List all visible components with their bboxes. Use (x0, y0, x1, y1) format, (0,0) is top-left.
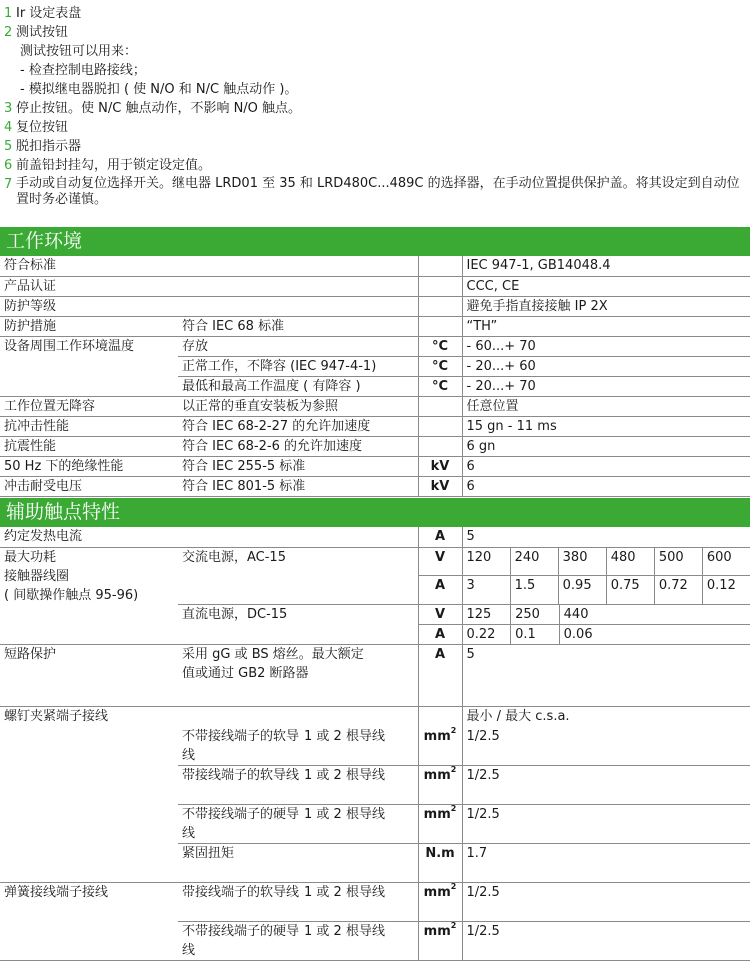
note-subline: 测试按钮可以用来： (20, 44, 138, 59)
rating-cell: 600 (706, 549, 732, 565)
wire-type: 不带接线端子的硬导线 (182, 924, 300, 958)
unit-cell: mm (423, 728, 451, 744)
table-row (0, 256, 750, 276)
table-row (0, 276, 750, 296)
param-label: 螺钉夹紧端子接线 (0, 707, 178, 883)
rating-cell: 3 (463, 576, 511, 604)
param-label: 工作位置无降容 (0, 396, 178, 416)
wire-count: 1 或 2 根导线 (304, 768, 385, 783)
param-condition: 符合 IEC 68-2-6 的允许加速度 (178, 436, 418, 456)
rating-cell: 500 (655, 548, 703, 576)
value-cell: IEC 947-1, GB14048.4 (462, 256, 750, 276)
param-label (0, 376, 178, 396)
wire-count: 1 或 2 根导线 (304, 728, 385, 744)
param-label: 最大功耗 (4, 549, 57, 565)
unit-superscript: 2 (450, 882, 457, 891)
value-cell: 任意位置 (462, 396, 750, 416)
value-cell: 6 gn (462, 436, 750, 456)
unit-cell (418, 416, 462, 436)
param-label: 短路保护 (0, 645, 178, 707)
unit-cell: mm (423, 807, 451, 822)
unit-cell (418, 256, 462, 276)
unit-cell (418, 436, 462, 456)
notes-list (4, 4, 746, 208)
note-item: 6 前盖铅封挂勾，用于锁定设定值。 (4, 158, 212, 173)
section-title-aux-contacts: 辅助触点特性 (0, 498, 750, 527)
unit-cell: kV (418, 456, 462, 476)
table-row (0, 376, 750, 396)
wire-count: 1 或 2 根导线 (304, 885, 385, 900)
param-label: 接触器线圈 (4, 568, 70, 584)
table-row (0, 605, 750, 625)
rating-cell: 125 (463, 605, 512, 624)
value-cell: 1.7 (462, 844, 750, 883)
rating-cell: 0.75 (607, 576, 655, 604)
unit-cell: kV (418, 476, 462, 496)
table-row (0, 336, 750, 356)
unit-cell: °C (418, 376, 462, 396)
param-condition: 符合 IEC 68-2-27 的允许加速度 (178, 416, 418, 436)
wire-count: 1 或 2 根导线 (304, 807, 385, 822)
unit-cell: A (418, 576, 462, 605)
rating-cell (607, 605, 655, 624)
note-item: 5 脱扣指示器 (4, 139, 82, 154)
rating-cell: 0.22 (463, 625, 512, 644)
param-label: 设备周围工作环境温度 (4, 338, 135, 354)
param-label: 产品认证 (0, 276, 178, 296)
rating-cell: 250 (511, 605, 560, 624)
param-condition: 符合 IEC 255-5 标准 (178, 456, 418, 476)
rating-cell: 0.72 (655, 576, 703, 604)
table-row (0, 883, 750, 922)
unit-superscript: 2 (450, 921, 457, 930)
value-cell: 1/2.5 (462, 727, 750, 766)
unit-cell: °C (418, 336, 462, 356)
value-cell: - 60...+ 70 (462, 336, 750, 356)
unit-cell: mm (423, 885, 451, 900)
unit-cell: V (418, 605, 462, 625)
unit-cell: A (418, 527, 462, 547)
rating-cell (655, 605, 703, 624)
unit-cell: mm (423, 924, 451, 939)
value-cell: 避免手指直接接触 IP 2X (462, 296, 750, 316)
unit-superscript: 2 (450, 726, 457, 735)
param-condition: 存放 (178, 336, 418, 356)
value-header: 最小 / 最大 c.s.a. (466, 709, 570, 724)
table-row (0, 645, 750, 707)
note-subline: - 模拟继电器脱扣 ( 使 N/O 和 N/C 触点动作 )。 (20, 82, 298, 97)
table-row (0, 296, 750, 316)
value-cell: 15 gn - 11 ms (462, 416, 750, 436)
rating-cell: 0.12 (706, 578, 736, 594)
param-condition: 交流电源，AC-15 (178, 547, 418, 605)
unit-cell (418, 276, 462, 296)
environment-table (0, 256, 750, 497)
param-condition: 最低和最高工作温度 ( 有降容 ) (178, 376, 418, 396)
unit-superscript: 2 (450, 765, 457, 774)
table-row (0, 547, 750, 576)
rating-cell: 440 (563, 607, 589, 622)
table-row (0, 416, 750, 436)
value-cell: 5 (462, 645, 750, 707)
rating-cell: 240 (511, 548, 559, 576)
unit-superscript: 2 (450, 804, 457, 813)
param-label: 抗冲击性能 (0, 416, 178, 436)
wire-type: 紧固扭矩 (182, 846, 235, 861)
param-label: ( 间歇操作触点 95-96) (4, 587, 139, 603)
unit-cell: N.m (425, 846, 455, 861)
table-row (0, 456, 750, 476)
table-row (0, 707, 750, 727)
wire-count (304, 844, 414, 863)
wire-type: 带接线端子的软导线 (182, 768, 300, 783)
param-condition: 符合 IEC 68 标准 (178, 316, 418, 336)
table-row (0, 436, 750, 456)
unit-cell (418, 316, 462, 336)
note-item: 1 Ir 设定表盘 (4, 6, 82, 21)
param-condition: 采用 gG 或 BS 熔丝。最大额定值或通过 GB2 断路器 (178, 645, 418, 707)
wire-type: 不带接线端子的软导线 (182, 728, 300, 763)
param-label: 50 Hz 下的绝缘性能 (0, 456, 178, 476)
value-cell: 1/2.5 (462, 766, 750, 805)
rating-cell: 0.06 (563, 627, 593, 642)
value-cell: 6 (462, 456, 750, 476)
note-subline: - 检查控制电路接线； (20, 63, 146, 78)
table-row (0, 316, 750, 336)
unit-cell (418, 396, 462, 416)
value-cell: - 20...+ 70 (462, 376, 750, 396)
value-cell: 1/2.5 (462, 883, 750, 922)
note-item: 2 测试按钮 (4, 25, 69, 40)
rating-cell: 380 (559, 548, 607, 576)
unit-cell: mm (423, 768, 451, 783)
wire-count: 1 或 2 根导线 (304, 924, 385, 939)
table-row (0, 527, 750, 547)
value-cell: - 20...+ 60 (462, 356, 750, 376)
value-cell: 5 (462, 527, 750, 547)
unit-cell: A (418, 625, 462, 645)
unit-cell: V (418, 547, 462, 576)
table-row (0, 356, 750, 376)
value-cell: 6 (462, 476, 750, 496)
note-item: 4 复位按钮 (4, 120, 69, 135)
wire-type: 带接线端子的软导线 (182, 885, 300, 900)
param-label: 弹簧接线端子接线 (0, 883, 178, 961)
wire-type: 不带接线端子的硬导线 (182, 807, 300, 841)
param-condition (178, 256, 418, 276)
note-item: 7 手动或自动复位选择开关。继电器 LRD01 至 35 和 LRD480C...489C 的选择器，在手动位置提供保护盖。将其设定到自动位置时务必谨慎。 (4, 176, 740, 207)
param-condition: 直流电源，DC-15 (178, 605, 418, 645)
rating-cell: 480 (607, 548, 655, 576)
param-condition (178, 276, 418, 296)
table-row (0, 396, 750, 416)
param-label (0, 356, 178, 376)
param-condition: 符合 IEC 801-5 标准 (178, 476, 418, 496)
rating-cell: 0.1 (511, 625, 560, 644)
param-label: 符合标准 (0, 256, 178, 276)
param-label: 防护等级 (0, 296, 178, 316)
section-title-environment: 工作环境 (0, 227, 750, 256)
param-condition: 正常工作，不降容 (IEC 947-4-1) (178, 356, 418, 376)
value-cell: 1/2.5 (462, 922, 750, 961)
aux-contacts-table (0, 527, 750, 961)
note-item: 3 停止按钮。使 N/C 触点动作，不影响 N/O 触点。 (4, 101, 302, 116)
unit-cell: °C (418, 356, 462, 376)
param-condition (178, 296, 418, 316)
rating-cell: 1.5 (511, 576, 559, 604)
param-label: 冲击耐受电压 (0, 476, 178, 496)
unit-cell: A (418, 645, 462, 707)
param-label: 抗震性能 (0, 436, 178, 456)
value-cell: CCC, CE (462, 276, 750, 296)
rating-cell (702, 625, 750, 644)
rating-cell: 0.95 (559, 576, 607, 604)
param-label: 防护措施 (0, 316, 178, 336)
unit-cell (418, 296, 462, 316)
table-row (0, 476, 750, 496)
param-label: 约定发热电流 (0, 527, 178, 547)
rating-cell (655, 625, 703, 644)
rating-cell (607, 625, 655, 644)
rating-cell: 120 (463, 548, 511, 576)
rating-cell (702, 605, 750, 624)
value-cell: “TH” (462, 316, 750, 336)
value-cell: 1/2.5 (462, 805, 750, 844)
param-condition: 以正常的垂直安装板为参照 (178, 396, 418, 416)
